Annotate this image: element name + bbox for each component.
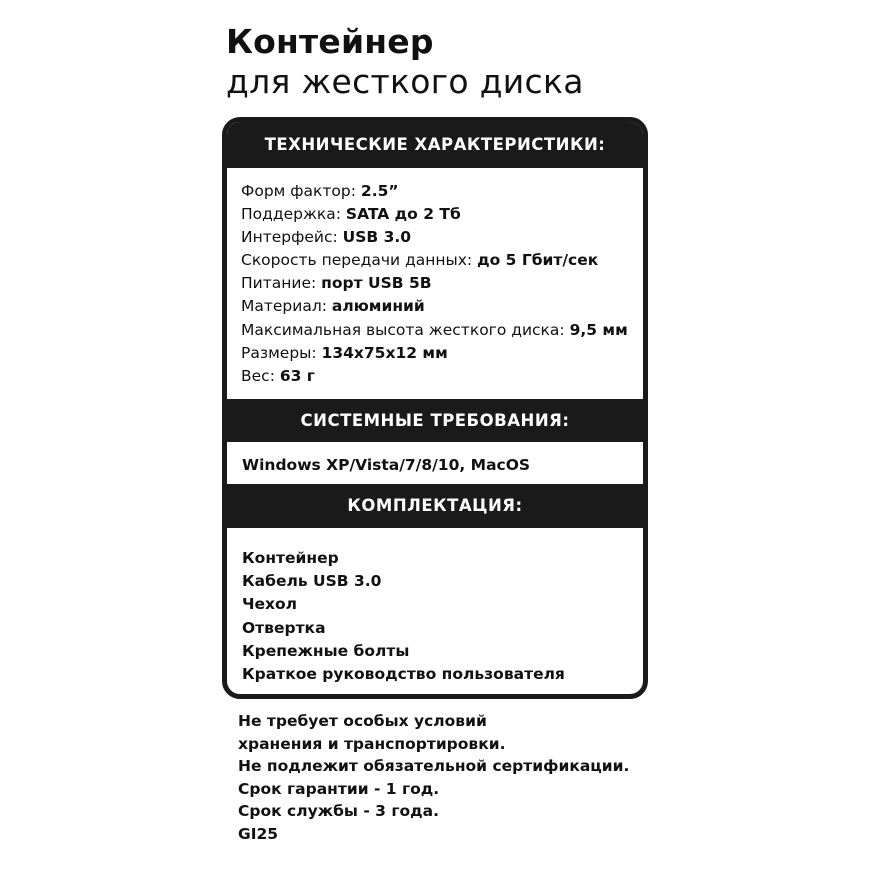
spec-label: Скорость передачи данных: <box>241 251 478 270</box>
product-title: Контейнер <box>226 22 434 61</box>
kit-item: Краткое руководство пользователя <box>242 665 565 684</box>
kit-heading: КОМПЛЕКТАЦИЯ: <box>227 484 643 528</box>
spec-row <box>241 249 628 272</box>
spec-value: 134x75x12 мм <box>321 343 448 362</box>
spec-row <box>241 365 628 388</box>
spec-label: Интерфейс: <box>241 228 343 247</box>
kit-item: Крепежные болты <box>242 641 410 660</box>
kit-list <box>242 547 565 686</box>
spec-row <box>241 226 628 249</box>
system-heading: СИСТЕМНЫЕ ТРЕБОВАНИЯ: <box>227 399 643 442</box>
kit-item: Чехол <box>242 595 298 614</box>
note-line: Срок гарантии - 1 год. <box>238 779 440 798</box>
notes-block <box>238 710 629 846</box>
spec-row <box>241 272 628 295</box>
kit-item: Кабель USB 3.0 <box>242 572 382 591</box>
spec-row <box>241 295 628 318</box>
kit-item: Отвертка <box>242 618 326 637</box>
spec-label: Максимальная высота жесткого диска: <box>241 320 570 339</box>
note-line: хранения и транспортировки. <box>238 734 506 753</box>
spec-value: SATA до 2 Тб <box>345 205 461 224</box>
spec-value: 63 г <box>279 366 315 385</box>
spec-value: до 5 Гбит/сек <box>477 251 599 270</box>
note-line: Срок службы - 3 года. <box>238 802 439 821</box>
note-line: Не требует особых условий <box>238 712 487 730</box>
spec-label: Форм фактор: <box>241 182 361 200</box>
spec-label: Поддержка: <box>241 205 346 224</box>
spec-label: Размеры: <box>241 343 322 362</box>
spec-row <box>241 342 628 365</box>
note-line: Не подлежит обязательной сертификации. <box>238 757 630 776</box>
spec-label: Материал: <box>241 297 332 316</box>
spec-value: USB 3.0 <box>342 228 412 247</box>
spec-value: 9,5 мм <box>569 320 628 339</box>
spec-row <box>241 203 628 226</box>
specs-list <box>241 180 628 388</box>
note-line: GI25 <box>238 824 279 843</box>
product-subtitle: для жесткого диска <box>226 62 584 101</box>
specs-heading: ТЕХНИЧЕСКИЕ ХАРАКТЕРИСТИКИ: <box>227 122 643 168</box>
system-requirements-text: Windows XP/Vista/7/8/10, MacOS <box>242 456 531 474</box>
spec-value: порт USB 5В <box>321 274 432 293</box>
kit-item: Контейнер <box>242 549 339 567</box>
spec-label: Вес: <box>241 366 280 385</box>
spec-row <box>241 319 628 342</box>
spec-value: 2.5” <box>360 182 399 200</box>
spec-value: алюминий <box>331 297 425 316</box>
spec-label: Питание: <box>241 274 322 293</box>
spec-card <box>222 117 648 699</box>
spec-row <box>241 180 628 203</box>
